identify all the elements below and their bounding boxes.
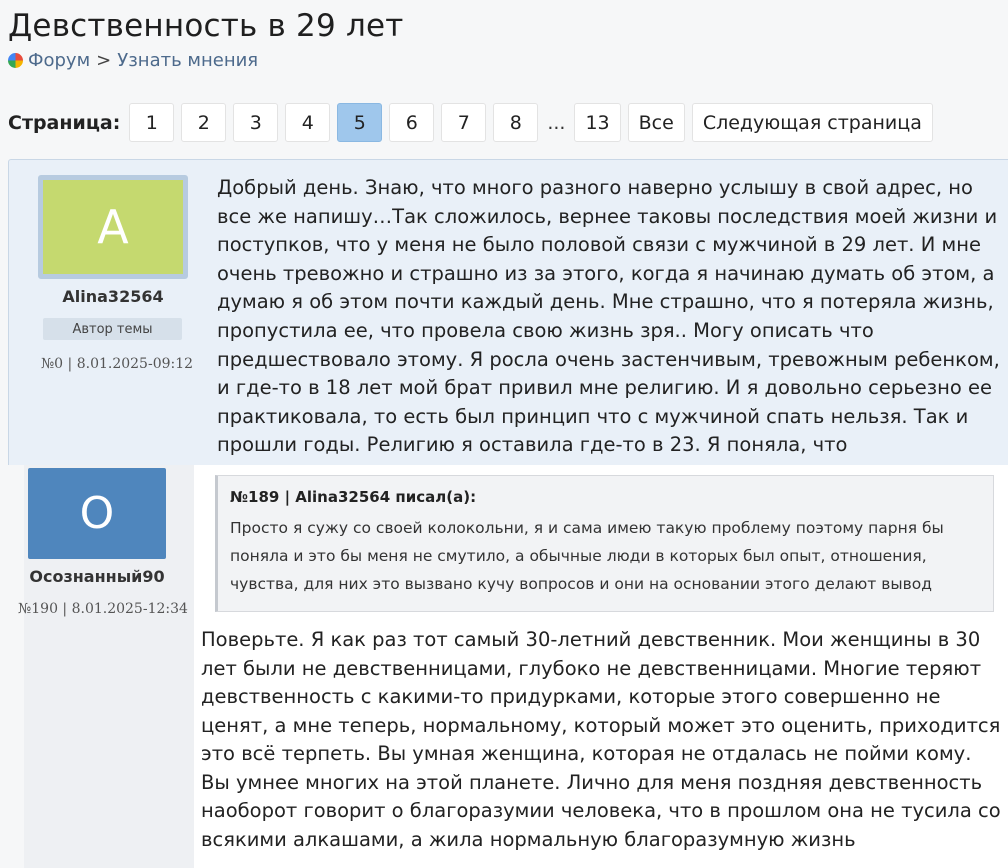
avatar[interactable]: A [38, 175, 188, 279]
pagination-label: Страница: [8, 111, 121, 134]
forum-logo-icon [8, 53, 23, 68]
page-button-5-current[interactable]: 5 [337, 103, 382, 142]
pagination-ellipsis: ... [547, 111, 566, 134]
post-body: Добрый день. Знаю, что много разного наверно услышу в свой адрес, но все же напишу…Так сложилось, вернее таковы последствия моей жизни и поступков, что у меня не было половой связи с мужчиной в 29 лет. И мне очень тревожно и страшно из за этого, когда я начинаю думать об этом, а думаю я об этом почти каждый день. Мне страшно, что я потеряла жизнь, пропустила ее, что провела свою жизнь зря.. Могу описать что предшествовало этому. Я росла очень застенчивым, тревожным ребенком, и где-то в 18 лет мой брат привил мне религию. И я довольно серьезно ее практиковала, то есть был принцип что с мужчиной спать нельзя. Так и прошли годы. Религию я оставила где-то в 23. Я поняла, что [217, 176, 1000, 457]
post-meta[interactable]: №190 | 8.01.2025-12:34 [18, 601, 188, 617]
breadcrumb-separator: > [96, 50, 112, 71]
page-button-2[interactable]: 2 [181, 103, 226, 142]
post-0 [8, 159, 1008, 479]
post-body: Поверьте. Я как раз тот самый 30-летний девственник. Мои женщины в 30 лет были не девственницами, глубоко не девственницами. Многие теряют девственность с какими-то придурками, которые этого совершенно не ценят, а мне теперь, нормальному, который может это оценить, приходится это всё терпеть. Вы умная женщина, которая не отдалась не пойми кому. Вы умнее многих на этой планете. Лично для меня поздняя девственность наоборот говорит о благоразумии человека, что в прошлом она не тусила со всякими алкашами, а жила нормальную благоразумную жизнь [201, 628, 1001, 851]
page-button-6[interactable]: 6 [389, 103, 434, 142]
page-button-8[interactable]: 8 [493, 103, 538, 142]
page-title: Девственность в 29 лет [8, 8, 404, 44]
post-author[interactable]: Осознанный90 [29, 567, 165, 586]
next-page-button[interactable]: Следующая страница [692, 103, 933, 142]
topic-author-badge: Автор темы [43, 318, 182, 340]
page-button-last[interactable]: 13 [574, 103, 620, 142]
quote-header[interactable]: №189 | Alina32564 писал(а): [230, 488, 477, 506]
post-190 [0, 465, 1008, 868]
quote-text: Просто я сужу со своей колокольни, я и сама имею такую проблему поэтому парня бы поняла и это бы меня не смутило, а обычные люди в которых был опыт, отношения, чувства, для них это вызвано кучу вопросов и они на основании этого делают вывод [230, 519, 944, 593]
all-pages-button[interactable]: Все [628, 103, 685, 142]
page-button-4[interactable]: 4 [285, 103, 330, 142]
page-button-1[interactable]: 1 [129, 103, 174, 142]
page-button-7[interactable]: 7 [441, 103, 486, 142]
breadcrumb [8, 50, 258, 71]
post-meta[interactable]: №0 | 8.01.2025-09:12 [40, 356, 194, 372]
quote-block [215, 475, 994, 612]
breadcrumb-forum-link[interactable]: Форум [28, 50, 91, 71]
breadcrumb-section-link[interactable]: Узнать мнения [117, 50, 259, 71]
pagination [8, 103, 940, 142]
post-author[interactable]: Alina32564 [62, 287, 164, 306]
page-button-3[interactable]: 3 [233, 103, 278, 142]
avatar[interactable]: О [28, 468, 166, 559]
